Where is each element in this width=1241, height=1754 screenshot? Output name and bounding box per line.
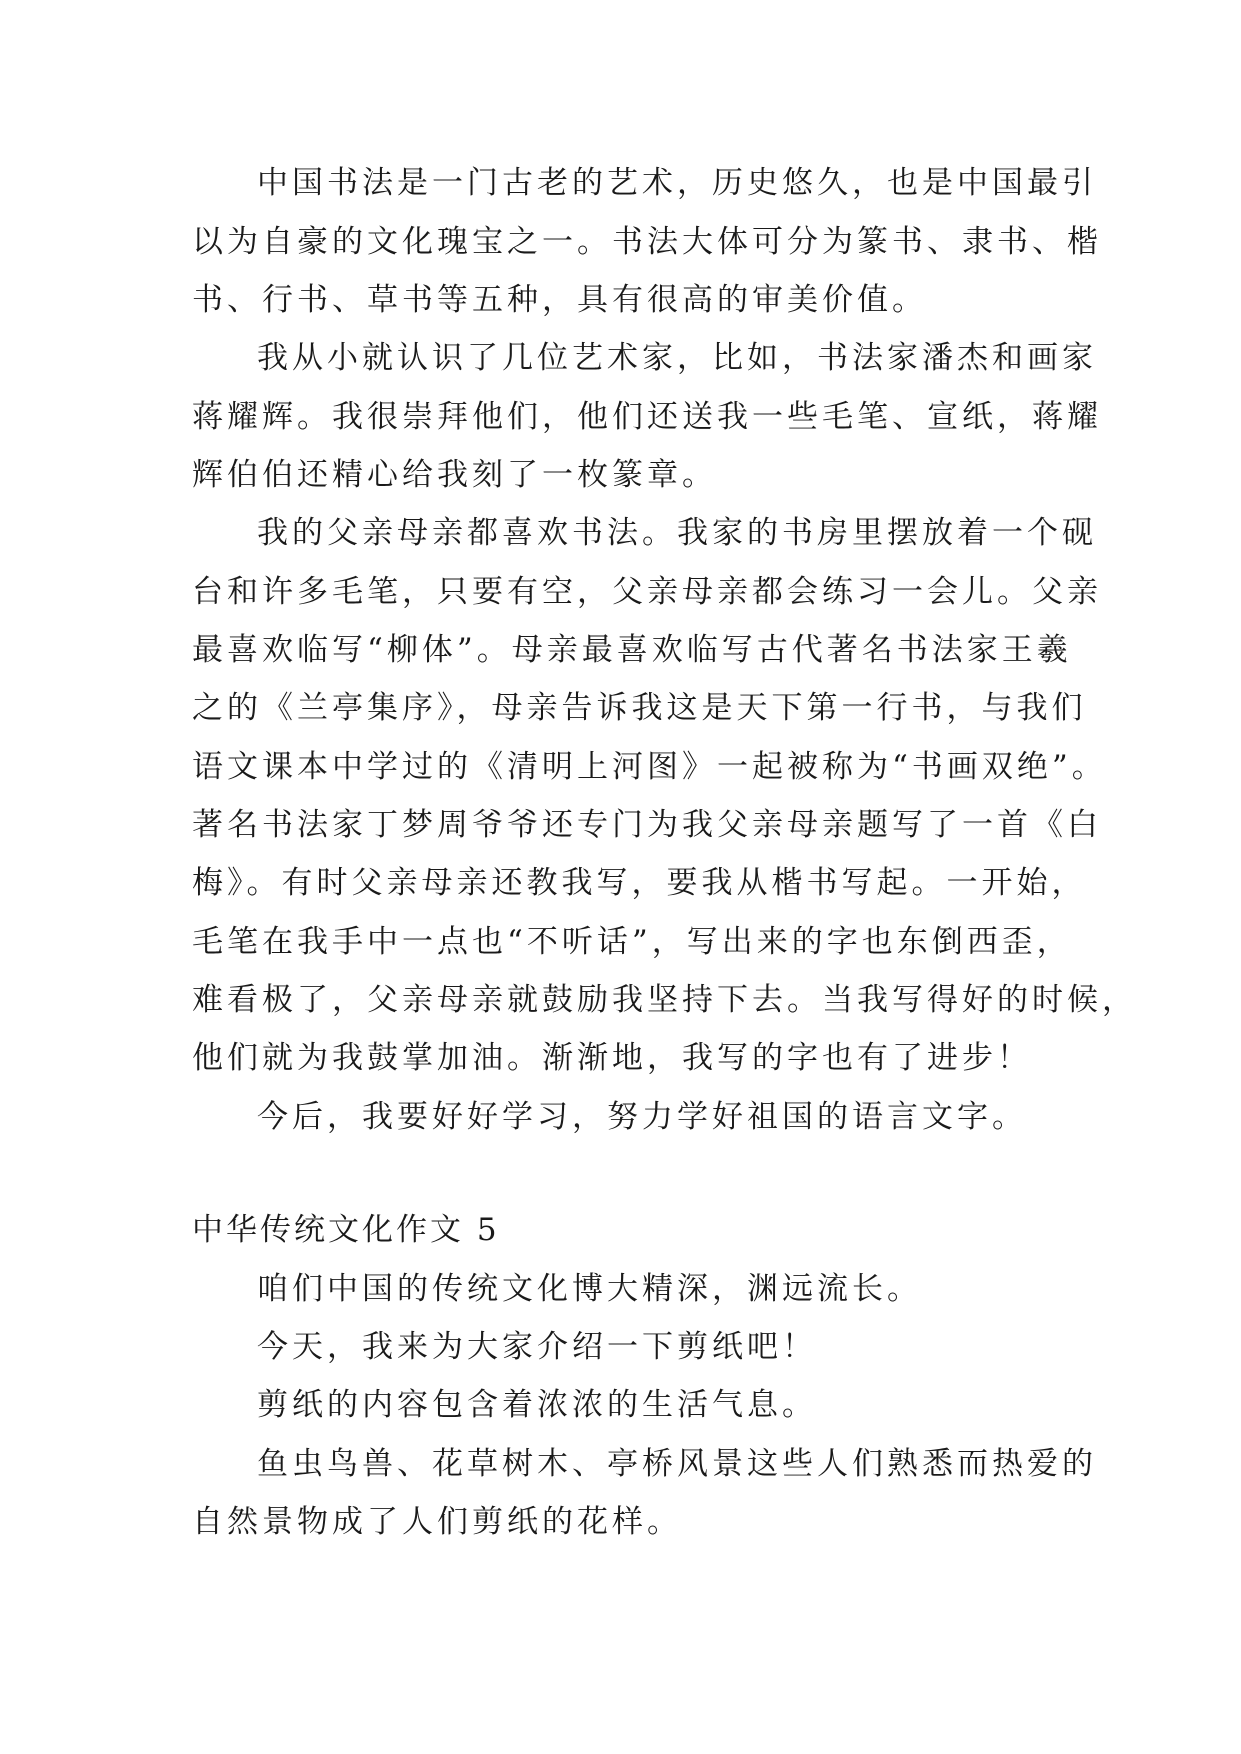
paragraph-line: 今后，我要好好学习，努力学好祖国的语言文字。 — [257, 1099, 1027, 1135]
paragraph-line: 中国书法是一门古老的艺术，历史悠久，也是中国最引 — [257, 165, 1097, 201]
paragraph-line: 他们就为我鼓掌加油。渐渐地，我写的字也有了进步！ — [192, 1040, 1032, 1076]
paragraph-line: 我从小就认识了几位艺术家，比如，书法家潘杰和画家 — [257, 340, 1097, 376]
paragraph-line: 之的《兰亭集序》，母亲告诉我这是天下第一行书，与我们 — [192, 690, 1087, 726]
paragraph-line: 台和许多毛笔，只要有空，父亲母亲都会练习一会儿。父亲 — [192, 574, 1102, 610]
paragraph-line: 我的父亲母亲都喜欢书法。我家的书房里摆放着一个砚 — [257, 515, 1097, 551]
paragraph-line: 难看极了，父亲母亲就鼓励我坚持下去。当我写得好的时候， — [192, 982, 1137, 1018]
paragraph-line: 剪纸的内容包含着浓浓的生活气息。 — [257, 1387, 817, 1423]
paragraph-line: 蒋耀辉。我很崇拜他们，他们还送我一些毛笔、宣纸，蒋耀 — [192, 399, 1102, 435]
paragraph-line: 毛笔在我手中一点也“不听话”，写出来的字也东倒西歪， — [192, 924, 1072, 960]
paragraph-line: 今天，我来为大家介绍一下剪纸吧！ — [257, 1329, 817, 1365]
paragraph-line: 以为自豪的文化瑰宝之一。书法大体可分为篆书、隶书、楷 — [192, 224, 1102, 260]
section-heading: 中华传统文化作文 5 — [192, 1212, 500, 1248]
paragraph-line: 梅》。有时父亲母亲还教我写，要我从楷书写起。一开始， — [192, 865, 1087, 901]
paragraph-line: 自然景物成了人们剪纸的花样。 — [192, 1504, 682, 1540]
paragraph-line: 最喜欢临写“柳体”。母亲最喜欢临写古代著名书法家王羲 — [192, 632, 1072, 668]
paragraph-line: 辉伯伯还精心给我刻了一枚篆章。 — [192, 457, 717, 493]
paragraph-line: 咱们中国的传统文化博大精深，渊远流长。 — [257, 1271, 922, 1307]
paragraph-line: 书、行书、草书等五种，具有很高的审美价值。 — [192, 282, 927, 318]
paragraph-line: 语文课本中学过的《清明上河图》一起被称为“书画双绝”。 — [192, 749, 1107, 785]
paragraph-line: 著名书法家丁梦周爷爷还专门为我父亲母亲题写了一首《白 — [192, 807, 1102, 843]
paragraph-line: 鱼虫鸟兽、花草树木、亭桥风景这些人们熟悉而热爱的 — [257, 1446, 1097, 1482]
